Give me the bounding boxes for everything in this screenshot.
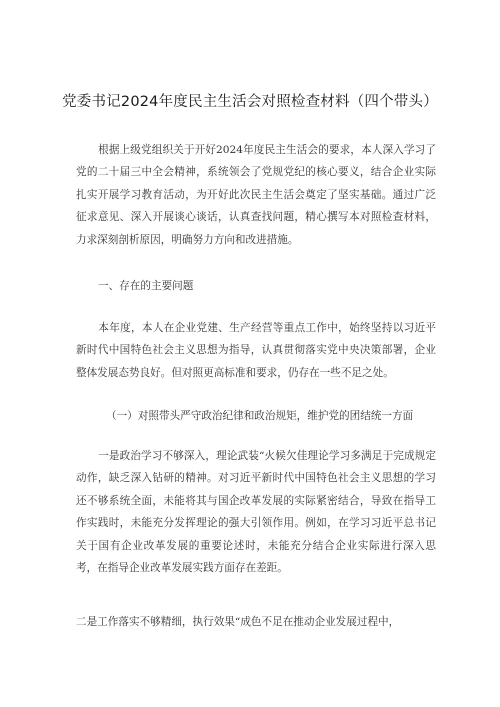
section-heading-problems: 一、存在的主要问题 bbox=[98, 280, 194, 292]
section1-text: 本年度，本人在企业党建、生产经营等重点工作中，始终坚持以习近平新时代中国特色社会主义思想为指导，认真贯彻落实党中央决策部署，企业整体发展态势良好。但对照更高标准和要求，仍存在一些不足之处。 bbox=[76, 322, 436, 379]
point1-text: 一是政治学习不够深入，理论武装“火候欠佳理论学习多满足于完成规定动作，缺乏深入钻研的精神。对习近平新时代中国特色社会主义思想的学习还不够系统全面，未能将其与国企改革发展的实际紧密结合，导致在指导工作实践时，未能充分发挥理论的强大引领作用。例如，在学习习近平总书记关于国有企业改革发展的重要论述时，未能充分结合企业实际进行深入思考，在指导企业改革发展实践方面存在差距。 bbox=[76, 450, 436, 575]
document-title: 党委书记2024年度民主生活会对照检查材料（四个带头） bbox=[62, 94, 438, 110]
point1-paragraph bbox=[76, 445, 436, 579]
point2-paragraph bbox=[76, 611, 436, 633]
point2-text: 二是工作落实不够精细，执行效果“成色不足在推动企业发展过程中， bbox=[76, 616, 400, 628]
section1-paragraph bbox=[76, 317, 436, 384]
subsection-heading-political-discipline: （一）对照带头严守政治纪律和政治规矩，维护党的团结统一方面 bbox=[106, 410, 414, 422]
intro-paragraph bbox=[76, 139, 436, 251]
intro-text: 根据上级党组织关于开好2024年度民主生活会的要求，本人深入学习了党的二十届三中全会精神，系统领会了党规党纪的核心要义，结合企业实际扎实开展学习教育活动，为开好此次民主生活会奠定了坚实基础。通过广泛征求意见、深入开展谈心谈话，认真查找问题，精心撰写本对照检查材料，力求深刻剖析原因，明确努力方向和改进措施。 bbox=[76, 144, 436, 246]
